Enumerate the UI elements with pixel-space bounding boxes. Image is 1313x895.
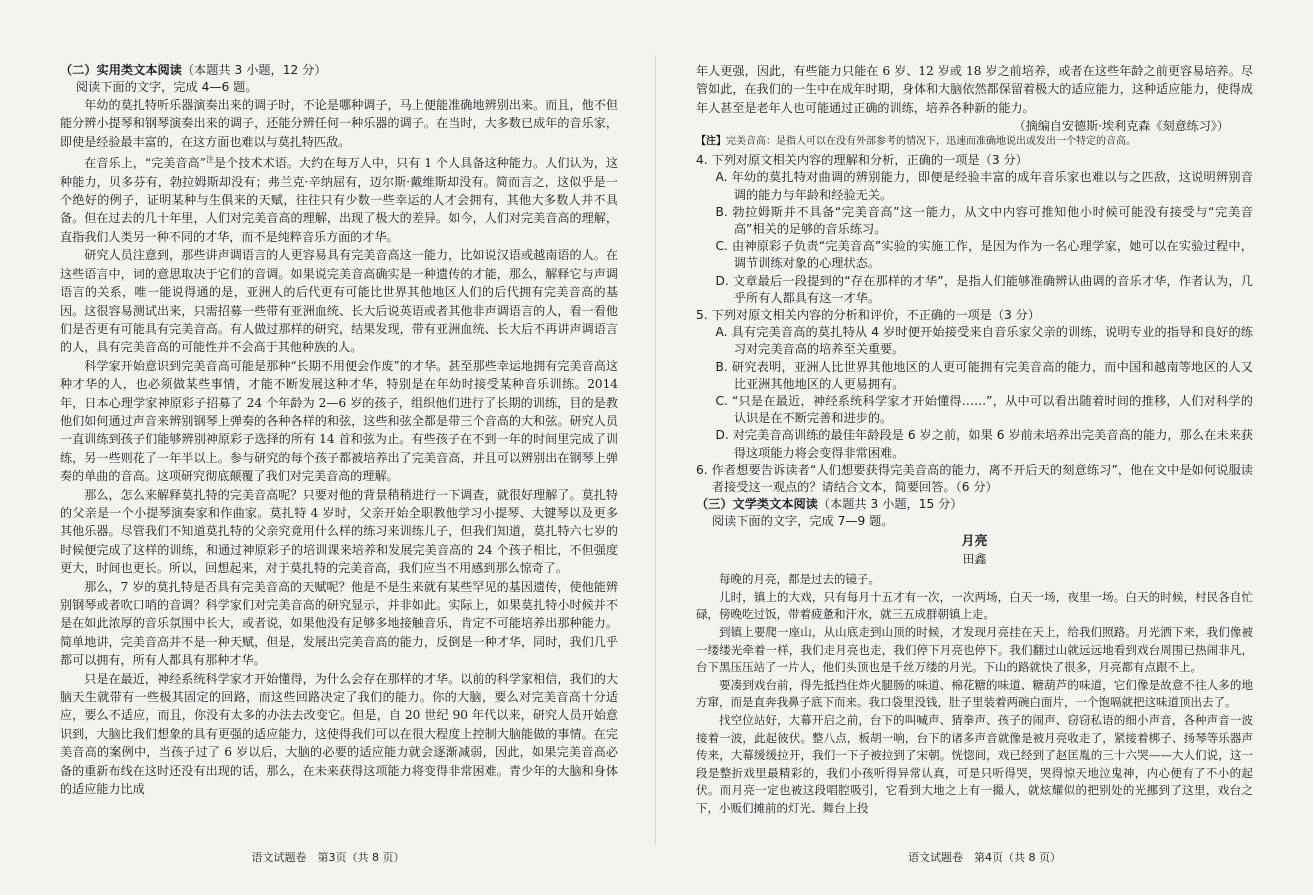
option-c: C. “只是在最近，神经系统科学家才开始懂得……”，从中可以看出随着时间的推移，人们对科学的认识是在不断完善和进步的。 bbox=[715, 394, 1253, 426]
passage-paragraph: 那么，怎么来解释莫扎特的完美音高呢？只要对他的背景稍稍进行一下调查，就很好理解了。莫扎特的父亲是一个小提琴演奏家和作曲家。莫扎特 4 岁时，父亲开始全职教他学习小提琴、大键琴以及更多其他乐器。尽管我们不知道莫扎特的父亲究竟用什么样的练习来训练儿子，但我们知道，莫扎特六七岁的时候便完成了这样的训练，和通过神原彩子的培训课来培养和发展完美音高的 24 个孩子相比，不但强度更大，时间也更长。所以，回想起来，对于莫扎特的完美音高，我们应当不用感到那么惊奇了。 bbox=[60, 487, 618, 576]
question-stem: 6. 作者想要告诉读者“人们想要获得完美音高的能力，离不开后天的刻意练习”，他在文中是如何说服读者接受这一观点的？请结合文本，简要回答。（6 分） bbox=[696, 462, 1253, 495]
story-paragraph: 儿时，镇上的大戏，只有每月十五才有一次，一次两场，白天一场，夜里一场。白天的时候，村民各自忙碌，傍晚吃过饭，带着疲惫和汗水，就三五成群朝镇上走。 bbox=[696, 589, 1253, 622]
option-b: B. 研究表明，亚洲人比世界其他地区的人更可能拥有完美音高的能力，而中国和越南等地区的人又比亚洲其他地区的人更易拥有。 bbox=[715, 359, 1253, 391]
option-c: C. 由神原彩子负责“完美音高”实验的实施工作，是因为作为一名心理学家，她可以在实验过程中，调节训练对象的心理状态。 bbox=[715, 239, 1253, 271]
footnote: 【注】完美音高：是指人可以在没有外部参考的情况下，迅速而准确地说出或发出一个特定的音高。 bbox=[696, 136, 1136, 148]
question-4 bbox=[696, 152, 1253, 307]
page-4 bbox=[656, 0, 1313, 895]
passage-paragraph: 研究人员注意到，那些讲声调语言的人更容易具有完美音高这一能力，比如说汉语或越南语的人。在这些语言中，词的意思取决于它们的音调。如果说完美音高确实是一种遗传的才能，那么，解释它与声调语言的关系，唯一能说得通的是，亚洲人的后代更有可能比世界其他地区人们的后代拥有完美音高的基因。这很容易测试出来，只需招募一些带有亚洲血统、长大后说英语或者其他非声调语言的人，看一看他们是否更有可能具有完美音高。有人做过那样的研究，结果发现，带有亚洲血统、长大后不再讲声调语言的人，具有完美音高的可能性并不会高于其他种族的人。 bbox=[60, 248, 618, 355]
question-stem: 4. 下列对原文相关内容的理解和分析，正确的一项是（3 分） bbox=[696, 153, 1028, 168]
option-d: D. 文章最后一段提到的“存在那样的才华”，是指人们能够准确辨认曲调的音乐才华，作者认为，几乎所有人都具有这一才华。 bbox=[715, 273, 1253, 305]
passage-paragraph: 在音乐上，“完美音高”$^注$是个技术术语。大约在每万人中，只有 1 个人具备这种能力。人们认为，这种能力，贝多芬有，勃拉姆斯却没有；弗兰克·辛纳屈有，迈尔斯·戴维斯却没有。简而言之，这似乎是一个绝好的例子，证明某种与生俱来的天赋，往往只有少数一些幸运的人才会拥有，其他大多数人并不具备。但在过去的几十年里，人们对完美音高的理解，出现了极大的差异。如今，人们对完美音高的理解，直指我们人类另一种不同的才华，而不是纯粹音乐方面的才华。 bbox=[60, 155, 618, 244]
story-paragraph: 到镇上要爬一座山，从山底走到山顶的时候，才发现月亮挂在天上，给我们照路。月光洒下来，我们像被一缕缕光牵着一样，我们走月亮也走，我们停下月亮也停下。我们翻过山就远远地看到戏台周围已热闹非凡，台下黑压压站了一片人，他们头顶也是千丝万缕的月光。下山的路就快了很多，月亮都有点跟不上。 bbox=[696, 625, 1253, 675]
question-6 bbox=[696, 462, 1253, 496]
story-paragraph: 找空位站好，大幕开启之前，台下的叫喊声、猜拳声、孩子的闹声、窃窃私语的细小声音，各种声音一波接着一波，此起彼伏。整八点，板胡一响，台下的诸多声音就像是被月亮收走了，紧接着梆子、扬琴等乐器声传来，大幕缓缓拉开，我们一下子被拉到了宋朝。恍惚间，戏已经到了赵匡胤的三十六哭——大人们说，这一段是整折戏里最精彩的，我们小孩听得异常认真，可是只听得哭，哭得惊天地泣鬼神，内心便有了不小的起伏。而月亮一定也被这段唱腔吸引，它看到大地之上有一撮人，就炫耀似的把别处的光挪到了这里，戏台之下，小贩们摊前的灯光、舞台上投 bbox=[696, 713, 1253, 815]
passage-paragraph: 那么，7 岁的莫扎特是否具有完美音高的天赋呢？他是不是生来就有某些罕见的基因遗传，使他能辨别钢琴或者吹口哨的音调？科学家们对完美音高的研究显示，并非如此。实际上，如果莫扎特小时候并不是在如此浓厚的音乐氛围中长大，或者说，如果他没有足够多地接触音乐，肯定不可能培养出那种能力。简单地讲，完美音高并不是一种天赋，但是，发展出完美音高的能力，反倒是一种才华，同时，我们几乎都可以拥有，所有人都具有那种才华。 bbox=[60, 579, 618, 668]
story-paragraph: 每晚的月亮，都是过去的镜子。 bbox=[719, 572, 880, 587]
story-author: 田鑫 bbox=[962, 552, 987, 567]
question-stem: 5. 下列对原文相关内容的分析和评价，不正确的一项是（3 分） bbox=[696, 308, 1041, 323]
story-paragraph: 要凑到戏台前，得先抵挡住炸火腿肠的味道、棉花糖的味道、糖葫芦的味道，它们像是故意不往人多的地方窜，而是直奔我鼻子底下而来。我口袋里没钱，肚子里装着两碗白面片，一个饱嗝就把这味道顶出去了。 bbox=[696, 677, 1253, 710]
page-3 bbox=[0, 0, 656, 895]
passage-paragraph: 年幼的莫扎特听乐器演奏出来的调子时，不论是哪种调子，马上便能准确地辨别出来。而且，他不但能分辨小提琴和钢琴演奏出来的调子，还能分辨任何一种乐器的调子。在当时，大多数已成年的音乐家，即使是经验最丰富的，在这方面也难以与莫扎特匹敌。 bbox=[60, 98, 618, 149]
option-a: A. 年幼的莫扎特对曲调的辨别能力，即便是经验丰富的成年音乐家也难以与之匹敌，这说明辨别音调的能力与年龄和经验无关。 bbox=[715, 170, 1253, 202]
page-footer: 语文试题卷 第4页（共 8 页） bbox=[908, 851, 1061, 864]
footnote-marker: 注 bbox=[205, 155, 214, 165]
passage-continuation: 年人更强，因此，有些能力只能在 6 岁、12 岁或 18 岁之前培养，或者在这些年龄之前更容易培养。尽管如此，在我们的一生中在成年时期，身体和大脑依然都保留着极大的适应能力，这种适应能力，使得成年人甚至是老年人也可能通过正确的训练，培养各种新的能力。 bbox=[696, 64, 1253, 115]
option-b: B. 勃拉姆斯并不具备“完美音高”这一能力，从文中内容可推知他小时候可能没有接受与“完美音高”相关的足够的音乐练习。 bbox=[715, 204, 1253, 237]
passage-paragraph: 只是在最近，神经系统科学家才开始懂得，为什么会存在那样的才华。以前的科学家相信，我们的大脑天生就带有一些极其固定的回路，而这些回路决定了我们的能力。你的大脑，要么对完美音高十分适应，要么不适应，而且，你没有太多的办法去改变它。但是，自 20 世纪 90 年代以来，研究人员开始意识到，大脑比我们想象的具有更强的适应能力，这使得我们可以在很大程度上控制大脑能做的事情。在完美音高的案例中，当孩子过了 6 岁以后，大脑的必要的适应能力就会逐渐减弱，因此，如果完美音高必备的重新布线在这时还没有出现的话，那么，在未来获得这项能力将变得非常困难。青少年的大脑和身体的适应能力比成 bbox=[60, 671, 618, 797]
section-2-heading: （二）实用类文本阅读（本题共 3 小题，12 分） bbox=[60, 63, 327, 77]
passage-paragraph: 科学家开始意识到完美音高可能是那种“长期不用便会作废”的才华。甚至那些幸运地拥有完美音高这种才华的人，也必须做某些事情，才能不断发展这种才华，特别是在年幼时接受某种音乐训练。2014 年，日本心理学家神原彩子招募了 24 个年龄为 2—6 岁的孩子，组织他们进行了长期的训练，目的是教他们如何通过声音来辨别钢琴上弹奏的各种各样的和弦，这些和弦全都是带三个音高的大和弦。研究人员一直训练到孩子们能够辨别神原彩子选择的所有 14 首和弦为止。有些孩子在不到一年的时间里完成了训练，另一些则花了一年半以上。参与研究的每个孩子都被培养出了完美音高，并且可以辨别出在钢琴上弹奏的单曲的音高。这项研究彻底颠覆了我们对完美音高的理解。 bbox=[60, 358, 618, 484]
option-a: A. 具有完美音高的莫扎特从 4 岁时便开始接受来自音乐家父亲的训练，说明专业的指导和良好的练习对完美音高的培养至关重要。 bbox=[715, 325, 1253, 357]
section-2-instruction: 阅读下面的文字，完成 4—6 题。 bbox=[75, 80, 258, 94]
section-3-instruction: 阅读下面的文字，完成 7—9 题。 bbox=[711, 514, 894, 529]
option-d: D. 对完美音高训练的最佳年龄段是 6 岁之前，如果 6 岁前未培养出完美音高的能力，那么在未来获得这项能力将会变得非常困难。 bbox=[715, 428, 1253, 460]
source-citation: （摘编自安德斯·埃利克森《刻意练习》） bbox=[1013, 119, 1229, 134]
story-title: 月亮 bbox=[961, 534, 988, 550]
page-footer: 语文试题卷 第3页（共 8 页） bbox=[251, 851, 405, 864]
section-3-heading: （三）文学类文本阅读（本题共 3 小题，15 分） bbox=[696, 497, 963, 512]
question-5 bbox=[696, 307, 1253, 462]
